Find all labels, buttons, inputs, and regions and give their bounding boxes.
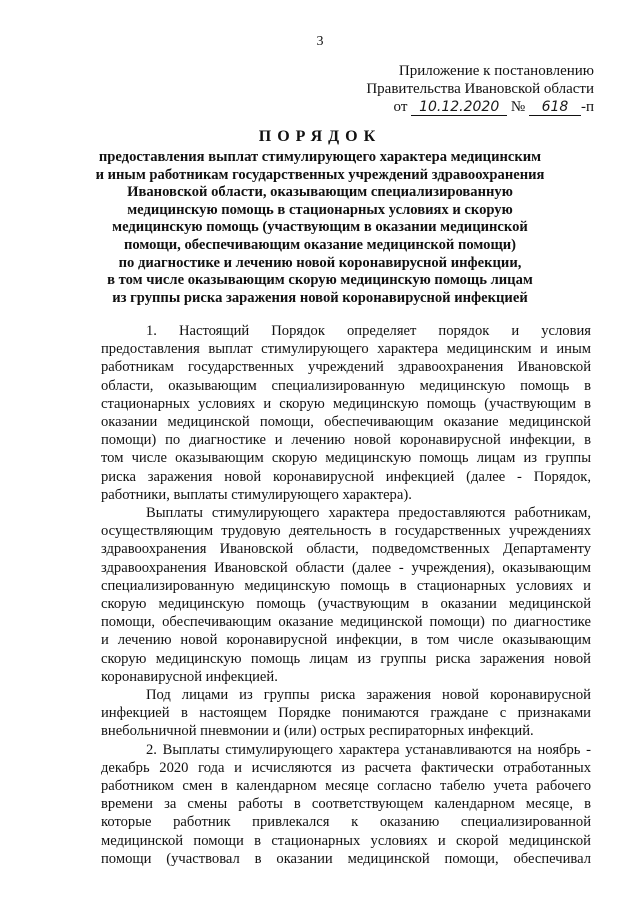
subtitle-line: медицинскую помощь (участвующим в оказании медицинской <box>112 219 528 236</box>
text-line: скорую медицинскую помощь лицам из группы риска заражения новой <box>101 650 591 667</box>
text-line: работники, выплаты стимулирующего характера). <box>101 486 412 503</box>
text-line: стационарных условиях и скорую медицинскую помощь (участвующим в <box>101 395 591 412</box>
text-line: работникам государственных учреждений здравоохранения Ивановской <box>101 359 591 376</box>
annex-line-1: Приложение к постановлению <box>398 63 594 79</box>
subtitle-line: и иным работникам государственных учреждений здравоохранения <box>95 166 545 183</box>
text-line: Под лицами из группы риска заражения новой коронавирусной <box>146 687 591 704</box>
subtitle-line: предоставления выплат стимулирующего характера медицинским <box>98 149 542 165</box>
handwritten-date: 10.12.2020 <box>411 99 507 116</box>
text-line: которые работник привлекался к оказанию специализированной <box>101 814 591 831</box>
paragraph-4 <box>101 741 591 868</box>
text-line: здравоохранения Ивановской области (далее - учреждения), оказывающим <box>101 559 591 576</box>
text-line: и лечению новой коронавирусной инфекции, в том числе оказывающим <box>101 632 591 649</box>
subtitle-line: Ивановской области, оказывающим специализированную <box>127 184 513 201</box>
text-line: декабрь 2020 года и исчисляются из расчета фактически отработанных <box>101 759 591 776</box>
subtitle-line: в том числе оказывающим скорую медицинскую помощь лицам <box>107 272 533 289</box>
text-line: скорую медицинскую помощь (участвующим в оказании медицинской <box>101 596 591 613</box>
subtitle-line: помощи, обеспечивающим оказание медицинской помощи) <box>123 236 517 253</box>
document-subtitle <box>80 149 560 307</box>
text-line: времени за смены работы в соответствующем календарном месяце, в <box>101 796 591 813</box>
from-label: от <box>393 99 408 115</box>
text-line: оказании медицинской помощи, обеспечивающим оказание медицинской <box>101 414 591 431</box>
text-line: здравоохранения Ивановской области, подведомственных Департаменту <box>101 541 591 558</box>
text-line: помощи) по диагностике и лечению новой коронавирусной инфекции, в <box>101 432 591 449</box>
number-suffix: -п <box>580 99 594 115</box>
text-line: 2. Выплаты стимулирующего характера устанавливаются на ноябрь - <box>146 741 591 758</box>
document-body <box>101 322 591 868</box>
subtitle-line: медицинскую помощь в стационарных условиях и скорую <box>127 201 513 218</box>
subtitle-line: из группы риска заражения новой коронавирусной инфекцией <box>112 289 528 306</box>
paragraph-2 <box>101 504 591 686</box>
paragraph-3 <box>101 686 591 741</box>
annex-reference <box>366 98 594 116</box>
text-line: предоставления выплат стимулирующего характера медицинским и иным <box>101 341 591 358</box>
text-line: риска заражения новой коронавирусной инфекцией (далее - Порядок, <box>101 468 591 485</box>
annex-header <box>366 62 594 116</box>
text-line: том числе оказывающим скорую медицинскую помощь лицам из группы <box>101 450 591 467</box>
text-line: коронавирусной инфекцией. <box>101 668 278 685</box>
text-line: 1. Настоящий Порядок определяет порядок и условия <box>146 323 591 339</box>
text-line: специализированную медицинскую помощь в стационарных условиях и <box>101 577 591 594</box>
text-line: работником смен в календарном месяце согласно табелю учета рабочего <box>101 778 591 795</box>
paragraph-1 <box>101 322 591 504</box>
text-line: помощи, обеспечивающим оказание медицинской помощи) по диагностике <box>101 614 591 631</box>
text-line: осуществляющим трудовую деятельность в государственных учреждениях <box>101 523 591 540</box>
text-line: области, оказывающим специализированную медицинскую помощь в <box>101 377 591 394</box>
number-label: № <box>510 99 526 115</box>
annex-line-2: Правительства Ивановской области <box>366 81 594 97</box>
document-title: ПОРЯДОК <box>258 128 382 145</box>
page-number: 3 <box>316 34 324 49</box>
text-line: Выплаты стимулирующего характера предоставляются работникам, <box>146 505 591 522</box>
text-line: медицинской помощи в стационарных условиях и скорой медицинской <box>101 832 591 849</box>
text-line: инфекцией в настоящем Порядке понимаются граждане с признаками <box>101 705 591 722</box>
handwritten-number: 618 <box>529 99 581 116</box>
text-line: внебольничной пневмонии и (или) острых респираторных инфекций. <box>101 723 534 740</box>
subtitle-line: по диагностике и лечению новой коронавирусной инфекции, <box>118 254 522 271</box>
text-line: помощи (участвовал в оказании медицинской помощи, обеспечивал <box>101 850 591 867</box>
